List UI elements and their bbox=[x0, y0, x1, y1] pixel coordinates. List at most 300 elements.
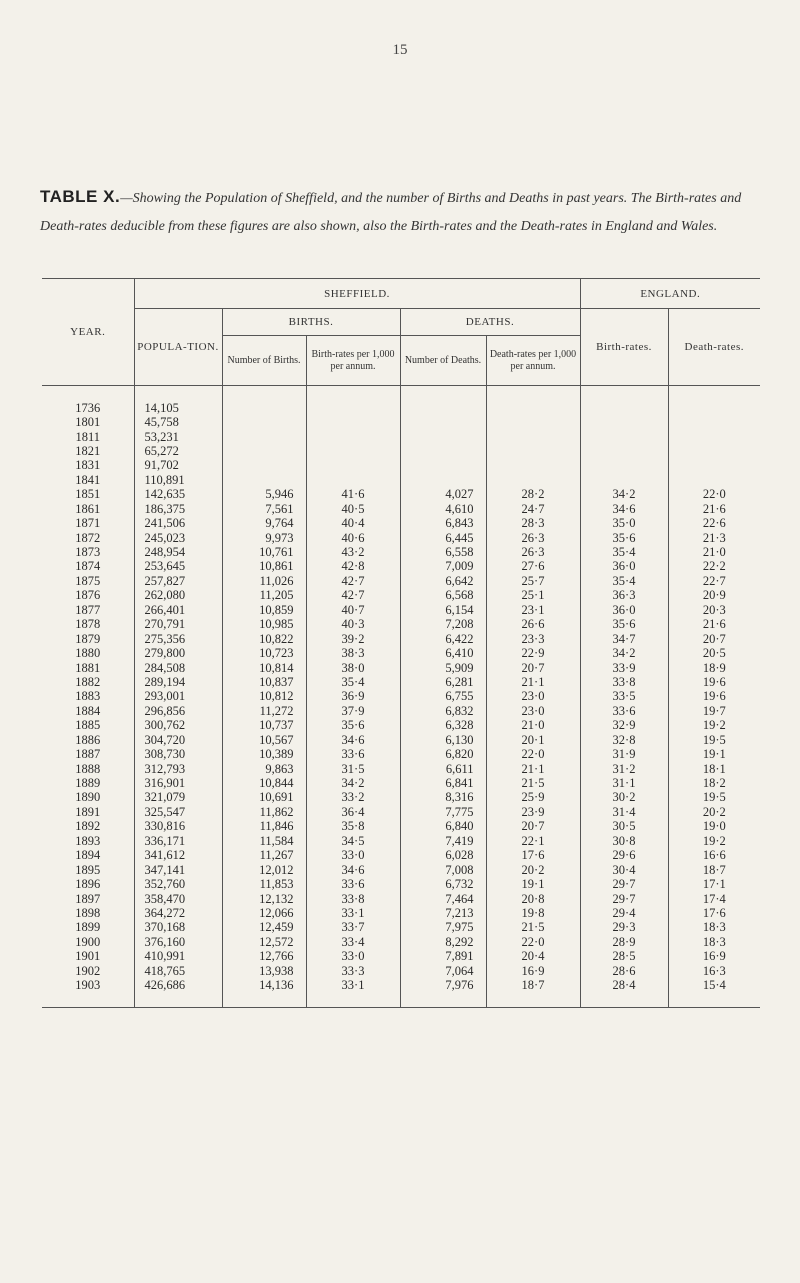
cell-births-number bbox=[222, 415, 306, 429]
cell-england-birth-rate: 33·8 bbox=[580, 675, 668, 689]
cell-death-rate: 26·3 bbox=[486, 545, 580, 559]
cell-population: 364,272 bbox=[134, 906, 222, 920]
cell-england-death-rate: 20·3 bbox=[702, 602, 726, 617]
cell-deaths-number: 6,732 bbox=[400, 877, 486, 891]
cell-population: 45,758 bbox=[134, 415, 222, 429]
cell-england-death-rate: 22·2 bbox=[702, 559, 726, 574]
cell-england-birth-rate: 35·4 bbox=[580, 545, 668, 559]
table-row bbox=[42, 935, 760, 949]
cell-birth-rate bbox=[306, 458, 400, 472]
cell-population: 304,720 bbox=[134, 733, 222, 747]
table-row bbox=[42, 790, 760, 804]
cell-year: 1871 bbox=[42, 516, 134, 530]
cell-england-death-rate: 18·2 bbox=[702, 776, 726, 791]
cell-population: 410,991 bbox=[134, 949, 222, 963]
cell-population: 279,800 bbox=[134, 646, 222, 660]
cell-birth-rate: 33·7 bbox=[306, 920, 400, 934]
cell-births-number: 10,859 bbox=[222, 603, 306, 617]
table-row bbox=[42, 429, 760, 443]
cell-year: 1889 bbox=[42, 776, 134, 790]
cell-birth-rate: 41·6 bbox=[306, 487, 400, 501]
cell-population: 241,506 bbox=[134, 516, 222, 530]
cell-births-number: 11,846 bbox=[222, 819, 306, 833]
cell-population: 65,272 bbox=[134, 444, 222, 458]
cell-year: 1851 bbox=[42, 487, 134, 501]
cell-death-rate: 19·1 bbox=[486, 877, 580, 891]
cell-population: 293,001 bbox=[134, 689, 222, 703]
cell-population: 262,080 bbox=[134, 588, 222, 602]
cell-population: 325,547 bbox=[134, 805, 222, 819]
cell-births-number: 10,567 bbox=[222, 733, 306, 747]
table-row bbox=[42, 588, 760, 602]
cell-death-rate: 28·2 bbox=[486, 487, 580, 501]
cell-birth-rate: 42·8 bbox=[306, 559, 400, 573]
cell-births-number: 10,837 bbox=[222, 675, 306, 689]
cell-population: 248,954 bbox=[134, 545, 222, 559]
cell-death-rate: 28·3 bbox=[486, 516, 580, 530]
table-row bbox=[42, 747, 760, 761]
header-deaths: DEATHS. bbox=[400, 309, 580, 336]
cell-population: 336,171 bbox=[134, 834, 222, 848]
cell-england-death-rate: 20·7 bbox=[702, 631, 726, 646]
table-row bbox=[42, 964, 760, 978]
cell-birth-rate: 40·5 bbox=[306, 502, 400, 516]
cell-deaths-number: 7,976 bbox=[400, 978, 486, 992]
cell-births-number: 10,861 bbox=[222, 559, 306, 573]
cell-year: 1903 bbox=[42, 978, 134, 992]
cell-birth-rate: 38·0 bbox=[306, 660, 400, 674]
cell-england-birth-rate: 36·0 bbox=[580, 559, 668, 573]
cell-death-rate bbox=[486, 473, 580, 487]
cell-death-rate bbox=[486, 458, 580, 472]
cell-death-rate: 20·4 bbox=[486, 949, 580, 963]
cell-death-rate: 23·0 bbox=[486, 689, 580, 703]
population-births-deaths-table bbox=[42, 278, 760, 1008]
header-population: POPULA-TION. bbox=[134, 309, 222, 386]
cell-year: 1891 bbox=[42, 805, 134, 819]
table-row bbox=[42, 776, 760, 790]
cell-death-rate: 23·9 bbox=[486, 805, 580, 819]
cell-deaths-number: 7,064 bbox=[400, 964, 486, 978]
cell-birth-rate bbox=[306, 429, 400, 443]
cell-england-birth-rate: 29·7 bbox=[580, 877, 668, 891]
cell-year: 1893 bbox=[42, 834, 134, 848]
cell-death-rate: 26·6 bbox=[486, 617, 580, 631]
cell-death-rate: 18·7 bbox=[486, 978, 580, 992]
cell-population: 296,856 bbox=[134, 704, 222, 718]
cell-england-birth-rate: 29·4 bbox=[580, 906, 668, 920]
cell-population: 376,160 bbox=[134, 935, 222, 949]
cell-deaths-number: 7,208 bbox=[400, 617, 486, 631]
cell-birth-rate: 40·6 bbox=[306, 530, 400, 544]
table-row bbox=[42, 978, 760, 992]
cell-deaths-number bbox=[400, 444, 486, 458]
cell-death-rate: 23·1 bbox=[486, 603, 580, 617]
cell-year: 1890 bbox=[42, 790, 134, 804]
cell-population: 253,645 bbox=[134, 559, 222, 573]
cell-population: 352,760 bbox=[134, 877, 222, 891]
table-row bbox=[42, 415, 760, 429]
cell-births-number: 12,012 bbox=[222, 862, 306, 876]
cell-england-birth-rate: 28·5 bbox=[580, 949, 668, 963]
table-description: —Showing the Population of Sheffield, and the number of Births and Deaths in past years. The Birth-rates and Death-rates deducible from these figures are also shown, also the Birth-rates and the Death-rates in England and Wales. bbox=[40, 191, 742, 234]
cell-deaths-number: 6,840 bbox=[400, 819, 486, 833]
cell-england-death-rate: 15·4 bbox=[702, 978, 726, 993]
cell-deaths-number: 6,843 bbox=[400, 516, 486, 530]
table-row bbox=[42, 675, 760, 689]
cell-population: 289,194 bbox=[134, 675, 222, 689]
table-row bbox=[42, 603, 760, 617]
table-row bbox=[42, 516, 760, 530]
cell-year: 1892 bbox=[42, 819, 134, 833]
cell-england-birth-rate: 36·3 bbox=[580, 588, 668, 602]
cell-death-rate: 27·6 bbox=[486, 559, 580, 573]
cell-death-rate: 17·6 bbox=[486, 848, 580, 862]
header-number-of-deaths: Number of Deaths. bbox=[400, 336, 486, 386]
table-row bbox=[42, 487, 760, 501]
table-row bbox=[42, 458, 760, 472]
cell-deaths-number: 6,568 bbox=[400, 588, 486, 602]
cell-births-number: 14,136 bbox=[222, 978, 306, 992]
cell-england-birth-rate: 30·5 bbox=[580, 819, 668, 833]
cell-deaths-number: 6,410 bbox=[400, 646, 486, 660]
cell-birth-rate: 33·8 bbox=[306, 891, 400, 905]
cell-birth-rate: 34·5 bbox=[306, 834, 400, 848]
cell-births-number: 9,863 bbox=[222, 761, 306, 775]
cell-births-number: 7,561 bbox=[222, 502, 306, 516]
cell-birth-rate bbox=[306, 400, 400, 414]
cell-year: 1881 bbox=[42, 660, 134, 674]
cell-deaths-number bbox=[400, 429, 486, 443]
cell-deaths-number: 7,464 bbox=[400, 891, 486, 905]
cell-births-number: 10,822 bbox=[222, 631, 306, 645]
cell-birth-rate: 34·2 bbox=[306, 776, 400, 790]
table-row bbox=[42, 761, 760, 775]
cell-birth-rate bbox=[306, 415, 400, 429]
table-row bbox=[42, 862, 760, 876]
cell-population: 270,791 bbox=[134, 617, 222, 631]
cell-england-death-rate: 17·4 bbox=[702, 891, 726, 906]
cell-deaths-number: 6,642 bbox=[400, 574, 486, 588]
cell-year: 1801 bbox=[42, 415, 134, 429]
cell-england-death-rate: 18·3 bbox=[702, 934, 726, 949]
cell-birth-rate: 33·2 bbox=[306, 790, 400, 804]
cell-death-rate: 25·1 bbox=[486, 588, 580, 602]
cell-england-birth-rate: 31·4 bbox=[580, 805, 668, 819]
cell-england-birth-rate: 33·6 bbox=[580, 704, 668, 718]
cell-england-birth-rate: 29·7 bbox=[580, 891, 668, 905]
cell-england-death-rate: 20·5 bbox=[702, 646, 726, 661]
cell-death-rate: 24·7 bbox=[486, 502, 580, 516]
cell-deaths-number: 7,975 bbox=[400, 920, 486, 934]
table-row bbox=[42, 805, 760, 819]
table-label: TABLE X. bbox=[40, 187, 121, 206]
cell-england-death-rate: 18·9 bbox=[702, 660, 726, 675]
cell-deaths-number: 6,558 bbox=[400, 545, 486, 559]
cell-year: 1736 bbox=[42, 400, 134, 414]
cell-population: 312,793 bbox=[134, 761, 222, 775]
cell-england-birth-rate: 34·2 bbox=[580, 646, 668, 660]
cell-deaths-number: 7,008 bbox=[400, 862, 486, 876]
cell-birth-rate: 35·4 bbox=[306, 675, 400, 689]
cell-population: 358,470 bbox=[134, 891, 222, 905]
cell-england-death-rate bbox=[668, 400, 760, 414]
cell-deaths-number: 7,891 bbox=[400, 949, 486, 963]
cell-births-number: 11,267 bbox=[222, 848, 306, 862]
header-england-death-rates: Death-rates. bbox=[668, 309, 760, 386]
cell-year: 1886 bbox=[42, 733, 134, 747]
cell-population: 418,765 bbox=[134, 964, 222, 978]
cell-births-number: 5,946 bbox=[222, 487, 306, 501]
cell-population: 257,827 bbox=[134, 574, 222, 588]
cell-births-number: 10,691 bbox=[222, 790, 306, 804]
cell-england-birth-rate: 31·2 bbox=[580, 761, 668, 775]
cell-population: 110,891 bbox=[134, 473, 222, 487]
cell-england-birth-rate bbox=[580, 458, 668, 472]
cell-deaths-number bbox=[400, 400, 486, 414]
cell-deaths-number: 5,909 bbox=[400, 660, 486, 674]
cell-death-rate: 22·0 bbox=[486, 935, 580, 949]
cell-births-number: 12,132 bbox=[222, 891, 306, 905]
table-caption bbox=[40, 183, 765, 241]
cell-deaths-number: 6,422 bbox=[400, 631, 486, 645]
cell-england-death-rate: 16·9 bbox=[702, 949, 726, 964]
cell-birth-rate: 33·1 bbox=[306, 906, 400, 920]
cell-england-death-rate: 18·7 bbox=[702, 862, 726, 877]
cell-deaths-number: 7,213 bbox=[400, 906, 486, 920]
cell-population: 142,635 bbox=[134, 487, 222, 501]
page-number: 15 bbox=[392, 42, 408, 58]
table-row bbox=[42, 400, 760, 414]
cell-births-number: 12,572 bbox=[222, 935, 306, 949]
cell-year: 1880 bbox=[42, 646, 134, 660]
cell-england-death-rate: 21·6 bbox=[702, 617, 726, 632]
table-row bbox=[42, 689, 760, 703]
cell-death-rate bbox=[486, 415, 580, 429]
cell-england-birth-rate bbox=[580, 444, 668, 458]
cell-births-number bbox=[222, 458, 306, 472]
cell-england-death-rate: 19·7 bbox=[702, 703, 726, 718]
cell-deaths-number: 6,445 bbox=[400, 530, 486, 544]
table-row bbox=[42, 834, 760, 848]
cell-death-rate: 25·7 bbox=[486, 574, 580, 588]
cell-birth-rate: 34·6 bbox=[306, 733, 400, 747]
cell-birth-rate: 35·6 bbox=[306, 718, 400, 732]
cell-death-rate: 23·3 bbox=[486, 631, 580, 645]
cell-birth-rate bbox=[306, 473, 400, 487]
cell-england-birth-rate bbox=[580, 429, 668, 443]
cell-year: 1896 bbox=[42, 877, 134, 891]
cell-deaths-number: 6,154 bbox=[400, 603, 486, 617]
cell-deaths-number: 6,028 bbox=[400, 848, 486, 862]
cell-year: 1898 bbox=[42, 906, 134, 920]
cell-death-rate: 21·5 bbox=[486, 776, 580, 790]
cell-population: 316,901 bbox=[134, 776, 222, 790]
cell-births-number bbox=[222, 444, 306, 458]
cell-birth-rate: 36·9 bbox=[306, 689, 400, 703]
cell-deaths-number: 6,328 bbox=[400, 718, 486, 732]
cell-england-birth-rate: 29·6 bbox=[580, 848, 668, 862]
cell-year: 1887 bbox=[42, 747, 134, 761]
cell-death-rate: 16·9 bbox=[486, 964, 580, 978]
table-row bbox=[42, 617, 760, 631]
cell-england-birth-rate: 35·0 bbox=[580, 516, 668, 530]
cell-deaths-number: 6,755 bbox=[400, 689, 486, 703]
cell-death-rate: 20·2 bbox=[486, 862, 580, 876]
cell-births-number: 10,737 bbox=[222, 718, 306, 732]
cell-year: 1884 bbox=[42, 704, 134, 718]
cell-england-death-rate: 22·7 bbox=[702, 573, 726, 588]
cell-year: 1821 bbox=[42, 444, 134, 458]
cell-year: 1878 bbox=[42, 617, 134, 631]
cell-year: 1894 bbox=[42, 848, 134, 862]
cell-births-number: 10,844 bbox=[222, 776, 306, 790]
cell-england-birth-rate: 28·4 bbox=[580, 978, 668, 992]
cell-population: 245,023 bbox=[134, 530, 222, 544]
cell-year: 1885 bbox=[42, 718, 134, 732]
table-row bbox=[42, 718, 760, 732]
cell-births-number bbox=[222, 400, 306, 414]
cell-birth-rate: 33·0 bbox=[306, 949, 400, 963]
cell-year: 1872 bbox=[42, 530, 134, 544]
table-row bbox=[42, 906, 760, 920]
cell-births-number: 11,584 bbox=[222, 834, 306, 848]
table-row bbox=[42, 819, 760, 833]
cell-death-rate: 21·1 bbox=[486, 761, 580, 775]
cell-birth-rate: 37·9 bbox=[306, 704, 400, 718]
cell-birth-rate: 40·7 bbox=[306, 603, 400, 617]
cell-deaths-number: 6,281 bbox=[400, 675, 486, 689]
cell-birth-rate: 40·3 bbox=[306, 617, 400, 631]
cell-birth-rate: 33·1 bbox=[306, 978, 400, 992]
cell-england-death-rate: 20·9 bbox=[702, 588, 726, 603]
cell-deaths-number: 7,419 bbox=[400, 834, 486, 848]
cell-death-rate bbox=[486, 444, 580, 458]
table-row bbox=[42, 920, 760, 934]
cell-deaths-number: 4,610 bbox=[400, 502, 486, 516]
cell-population: 53,231 bbox=[134, 429, 222, 443]
cell-death-rate: 20·1 bbox=[486, 733, 580, 747]
header-death-rates-per-1000: Death-rates per 1,000 per annum. bbox=[486, 336, 580, 386]
cell-england-birth-rate: 30·4 bbox=[580, 862, 668, 876]
cell-birth-rate: 33·6 bbox=[306, 747, 400, 761]
cell-year: 1831 bbox=[42, 458, 134, 472]
cell-year: 1900 bbox=[42, 935, 134, 949]
cell-population: 14,105 bbox=[134, 400, 222, 414]
cell-population: 186,375 bbox=[134, 502, 222, 516]
cell-england-birth-rate: 28·6 bbox=[580, 964, 668, 978]
cell-england-birth-rate: 31·9 bbox=[580, 747, 668, 761]
cell-year: 1879 bbox=[42, 631, 134, 645]
header-sheffield: SHEFFIELD. bbox=[134, 279, 580, 309]
cell-births-number: 11,272 bbox=[222, 704, 306, 718]
table-row bbox=[42, 733, 760, 747]
cell-birth-rate: 34·6 bbox=[306, 862, 400, 876]
cell-england-death-rate: 19·0 bbox=[702, 819, 726, 834]
header-england: ENGLAND. bbox=[580, 279, 760, 309]
cell-england-death-rate: 19·6 bbox=[702, 674, 726, 689]
cell-year: 1876 bbox=[42, 588, 134, 602]
cell-death-rate: 25·9 bbox=[486, 790, 580, 804]
cell-births-number: 10,389 bbox=[222, 747, 306, 761]
cell-births-number: 11,205 bbox=[222, 588, 306, 602]
cell-death-rate: 19·8 bbox=[486, 906, 580, 920]
cell-england-birth-rate: 36·0 bbox=[580, 603, 668, 617]
cell-birth-rate bbox=[306, 444, 400, 458]
table-row bbox=[42, 848, 760, 862]
cell-england-death-rate: 18·1 bbox=[702, 761, 726, 776]
cell-england-death-rate: 21·3 bbox=[702, 530, 726, 545]
cell-england-death-rate: 19·1 bbox=[702, 747, 726, 762]
cell-birth-rate: 36·4 bbox=[306, 805, 400, 819]
cell-population: 370,168 bbox=[134, 920, 222, 934]
cell-population: 321,079 bbox=[134, 790, 222, 804]
cell-deaths-number: 4,027 bbox=[400, 487, 486, 501]
header-year: YEAR. bbox=[42, 279, 134, 386]
cell-death-rate: 21·1 bbox=[486, 675, 580, 689]
cell-births-number: 10,761 bbox=[222, 545, 306, 559]
cell-population: 284,508 bbox=[134, 660, 222, 674]
cell-england-birth-rate bbox=[580, 415, 668, 429]
cell-year: 1899 bbox=[42, 920, 134, 934]
cell-england-death-rate: 20·2 bbox=[702, 804, 726, 819]
cell-birth-rate: 35·8 bbox=[306, 819, 400, 833]
cell-england-birth-rate: 33·5 bbox=[580, 689, 668, 703]
cell-births-number: 11,862 bbox=[222, 805, 306, 819]
cell-england-birth-rate: 33·9 bbox=[580, 660, 668, 674]
cell-birth-rate: 42·7 bbox=[306, 574, 400, 588]
cell-death-rate: 20·7 bbox=[486, 660, 580, 674]
table-row bbox=[42, 646, 760, 660]
cell-death-rate: 22·0 bbox=[486, 747, 580, 761]
cell-deaths-number bbox=[400, 415, 486, 429]
cell-births-number: 12,766 bbox=[222, 949, 306, 963]
cell-england-death-rate bbox=[668, 458, 760, 472]
cell-year: 1901 bbox=[42, 949, 134, 963]
cell-birth-rate: 42·7 bbox=[306, 588, 400, 602]
cell-deaths-number: 6,130 bbox=[400, 733, 486, 747]
cell-deaths-number bbox=[400, 458, 486, 472]
cell-death-rate: 22·9 bbox=[486, 646, 580, 660]
cell-england-death-rate: 21·0 bbox=[702, 545, 726, 560]
cell-england-death-rate: 18·3 bbox=[702, 920, 726, 935]
table-row bbox=[42, 877, 760, 891]
cell-birth-rate: 33·3 bbox=[306, 964, 400, 978]
cell-births-number bbox=[222, 473, 306, 487]
cell-england-birth-rate: 28·9 bbox=[580, 935, 668, 949]
cell-england-death-rate: 19·5 bbox=[702, 790, 726, 805]
cell-births-number: 9,973 bbox=[222, 530, 306, 544]
table-row bbox=[42, 891, 760, 905]
cell-england-birth-rate: 29·3 bbox=[580, 920, 668, 934]
cell-death-rate: 21·5 bbox=[486, 920, 580, 934]
cell-year: 1895 bbox=[42, 862, 134, 876]
cell-births-number bbox=[222, 429, 306, 443]
cell-births-number: 10,985 bbox=[222, 617, 306, 631]
cell-england-birth-rate: 30·2 bbox=[580, 790, 668, 804]
cell-england-birth-rate: 32·9 bbox=[580, 718, 668, 732]
cell-year: 1811 bbox=[42, 429, 134, 443]
cell-birth-rate: 38·3 bbox=[306, 646, 400, 660]
cell-england-death-rate: 22·6 bbox=[702, 516, 726, 531]
cell-deaths-number: 6,820 bbox=[400, 747, 486, 761]
cell-births-number: 10,812 bbox=[222, 689, 306, 703]
cell-births-number: 11,853 bbox=[222, 877, 306, 891]
cell-death-rate: 26·3 bbox=[486, 530, 580, 544]
cell-england-death-rate: 21·6 bbox=[702, 501, 726, 516]
cell-deaths-number: 8,292 bbox=[400, 935, 486, 949]
table-row bbox=[42, 631, 760, 645]
